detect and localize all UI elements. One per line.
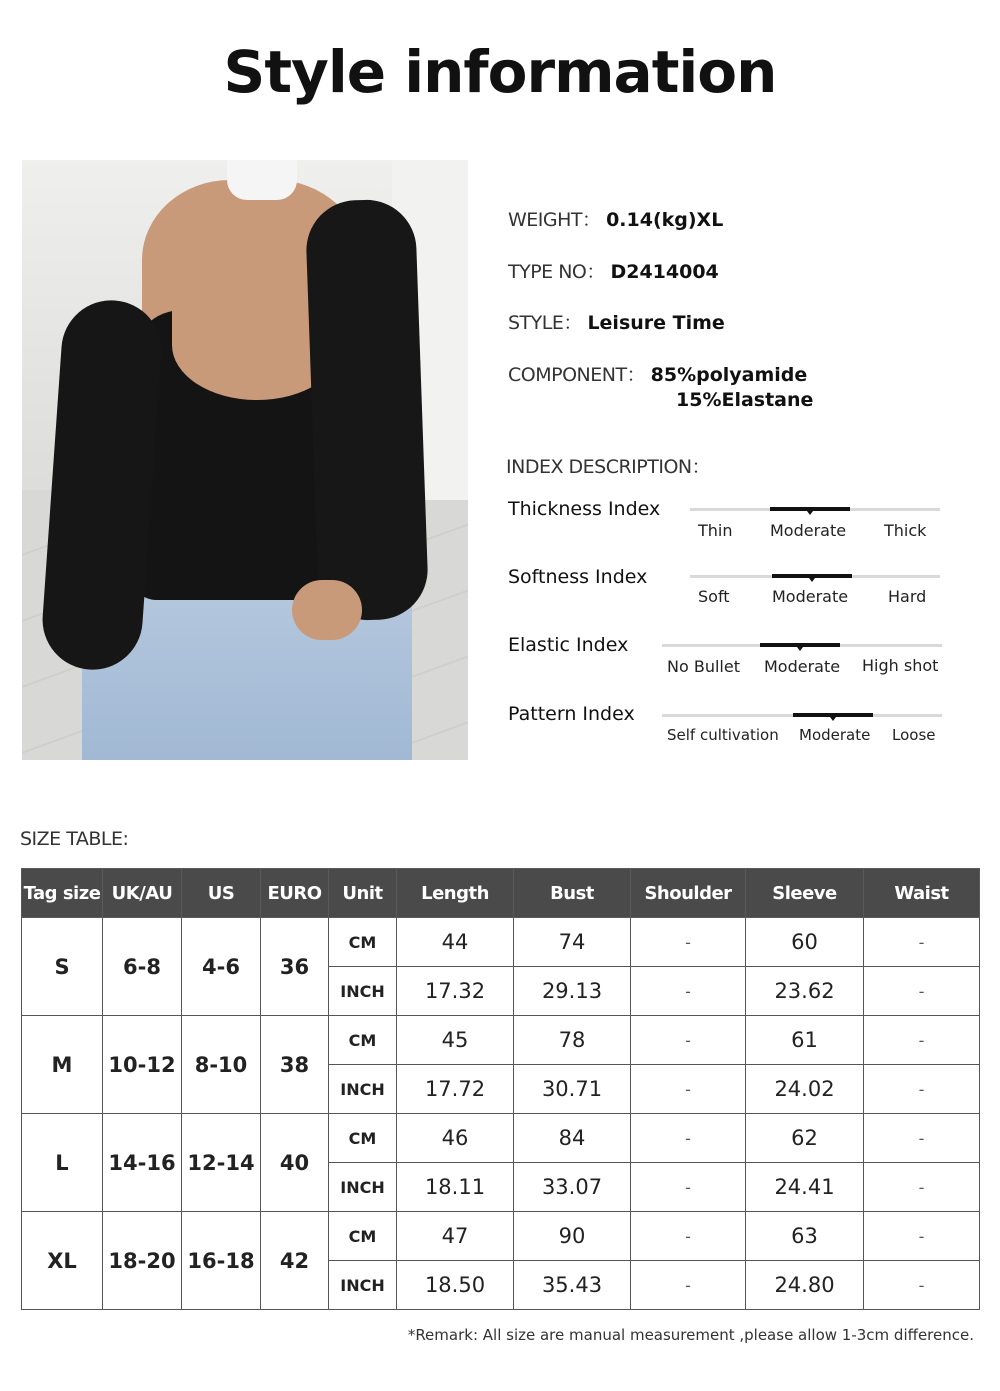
softness-index-label: Softness Index bbox=[508, 566, 648, 588]
table-row bbox=[22, 1212, 980, 1261]
euro-cell: 42 bbox=[261, 1212, 329, 1310]
euro-cell: 40 bbox=[261, 1114, 329, 1212]
header-sleeve: Sleeve bbox=[746, 869, 864, 918]
length-cell: 17.32 bbox=[397, 967, 514, 1016]
component-row bbox=[508, 363, 807, 387]
bust-cell: 30.71 bbox=[514, 1065, 631, 1114]
uk-au-cell: 6-8 bbox=[103, 918, 182, 1016]
shoulder-cell: - bbox=[631, 1114, 746, 1163]
type-no-key: TYPE NO： bbox=[508, 261, 605, 283]
page-title: Style information bbox=[223, 38, 777, 106]
thickness-option-thick: Thick bbox=[884, 521, 927, 540]
unit-cell: CM bbox=[329, 1212, 397, 1261]
header-us: US bbox=[182, 869, 261, 918]
unit-cell: CM bbox=[329, 918, 397, 967]
header-length: Length bbox=[397, 869, 514, 918]
waist-cell: - bbox=[864, 1016, 980, 1065]
elastic-option-moderate: Moderate bbox=[764, 657, 841, 676]
weight-key: WEIGHT： bbox=[508, 209, 601, 231]
length-cell: 47 bbox=[397, 1212, 514, 1261]
type-no-value: D2414004 bbox=[610, 261, 719, 283]
length-cell: 46 bbox=[397, 1114, 514, 1163]
weight-row bbox=[508, 208, 723, 232]
size-table bbox=[21, 868, 980, 1310]
style-value: Leisure Time bbox=[587, 312, 725, 334]
header-tag-size: Tag size bbox=[22, 869, 103, 918]
header-shoulder: Shoulder bbox=[631, 869, 746, 918]
sleeve-cell: 24.80 bbox=[746, 1261, 864, 1310]
shoulder-cell: - bbox=[631, 1016, 746, 1065]
bust-cell: 33.07 bbox=[514, 1163, 631, 1212]
softness-option-moderate: Moderate bbox=[772, 587, 849, 606]
length-cell: 18.50 bbox=[397, 1261, 514, 1310]
header-bust: Bust bbox=[514, 869, 631, 918]
unit-cell: INCH bbox=[329, 1065, 397, 1114]
waist-cell: - bbox=[864, 1261, 980, 1310]
softness-option-hard: Hard bbox=[888, 587, 927, 606]
shoulder-cell: - bbox=[631, 1212, 746, 1261]
shoulder-cell: - bbox=[631, 967, 746, 1016]
header-euro: EURO bbox=[261, 869, 329, 918]
waist-cell: - bbox=[864, 1163, 980, 1212]
elastic-index-label: Elastic Index bbox=[508, 634, 629, 656]
shoulder-cell: - bbox=[631, 1261, 746, 1310]
uk-au-cell: 14-16 bbox=[103, 1114, 182, 1212]
sleeve-cell: 61 bbox=[746, 1016, 864, 1065]
index-description-heading: INDEX DESCRIPTION： bbox=[506, 456, 711, 478]
product-photo bbox=[22, 160, 468, 760]
elastic-option-high-shot: High shot bbox=[862, 656, 939, 675]
unit-cell: INCH bbox=[329, 967, 397, 1016]
unit-cell: INCH bbox=[329, 1261, 397, 1310]
euro-cell: 38 bbox=[261, 1016, 329, 1114]
tag-size-cell: M bbox=[22, 1016, 103, 1114]
component-key: COMPONENT： bbox=[508, 364, 646, 386]
waist-cell: - bbox=[864, 1065, 980, 1114]
table-row bbox=[22, 1016, 980, 1065]
shoulder-cell: - bbox=[631, 1065, 746, 1114]
component-value-2: 15%Elastane bbox=[676, 389, 814, 411]
elastic-option-no-bullet: No Bullet bbox=[667, 657, 740, 676]
style-row bbox=[508, 311, 725, 335]
bust-cell: 90 bbox=[514, 1212, 631, 1261]
pattern-option-self-cultivation: Self cultivation bbox=[667, 726, 779, 744]
sleeve-cell: 62 bbox=[746, 1114, 864, 1163]
us-cell: 16-18 bbox=[182, 1212, 261, 1310]
bust-cell: 84 bbox=[514, 1114, 631, 1163]
uk-au-cell: 10-12 bbox=[103, 1016, 182, 1114]
waist-cell: - bbox=[864, 918, 980, 967]
bust-cell: 74 bbox=[514, 918, 631, 967]
table-row bbox=[22, 1114, 980, 1163]
us-cell: 8-10 bbox=[182, 1016, 261, 1114]
tag-size-cell: L bbox=[22, 1114, 103, 1212]
us-cell: 4-6 bbox=[182, 918, 261, 1016]
sleeve-cell: 63 bbox=[746, 1212, 864, 1261]
pattern-index-label: Pattern Index bbox=[508, 703, 635, 725]
tag-size-cell: XL bbox=[22, 1212, 103, 1310]
euro-cell: 36 bbox=[261, 918, 329, 1016]
uk-au-cell: 18-20 bbox=[103, 1212, 182, 1310]
size-table-header-row bbox=[22, 869, 980, 918]
length-cell: 18.11 bbox=[397, 1163, 514, 1212]
unit-cell: INCH bbox=[329, 1163, 397, 1212]
thickness-option-thin: Thin bbox=[698, 521, 733, 540]
softness-option-soft: Soft bbox=[698, 587, 730, 606]
us-cell: 12-14 bbox=[182, 1114, 261, 1212]
thickness-index-label: Thickness Index bbox=[508, 498, 661, 520]
pattern-option-moderate: Moderate bbox=[799, 726, 871, 744]
table-row bbox=[22, 918, 980, 967]
unit-cell: CM bbox=[329, 1114, 397, 1163]
waist-cell: - bbox=[864, 1114, 980, 1163]
weight-value: 0.14(kg)XL bbox=[606, 209, 724, 231]
bust-cell: 78 bbox=[514, 1016, 631, 1065]
tag-size-cell: S bbox=[22, 918, 103, 1016]
shoulder-cell: - bbox=[631, 918, 746, 967]
waist-cell: - bbox=[864, 1212, 980, 1261]
header-unit: Unit bbox=[329, 869, 397, 918]
header-uk-au: UK/AU bbox=[103, 869, 182, 918]
unit-cell: CM bbox=[329, 1016, 397, 1065]
bust-cell: 35.43 bbox=[514, 1261, 631, 1310]
sleeve-cell: 24.41 bbox=[746, 1163, 864, 1212]
size-table-heading: SIZE TABLE: bbox=[20, 828, 129, 850]
header-waist: Waist bbox=[864, 869, 980, 918]
waist-cell: - bbox=[864, 967, 980, 1016]
component-value-1: 85%polyamide bbox=[650, 364, 808, 386]
bust-cell: 29.13 bbox=[514, 967, 631, 1016]
length-cell: 17.72 bbox=[397, 1065, 514, 1114]
style-key: STYLE： bbox=[508, 312, 582, 334]
type-no-row bbox=[508, 260, 719, 284]
sleeve-cell: 60 bbox=[746, 918, 864, 967]
thickness-option-moderate: Moderate bbox=[770, 521, 847, 540]
shoulder-cell: - bbox=[631, 1163, 746, 1212]
length-cell: 44 bbox=[397, 918, 514, 967]
sleeve-cell: 24.02 bbox=[746, 1065, 864, 1114]
remark-note: *Remark: All size are manual measurement ,please allow 1-3cm difference. bbox=[407, 1326, 974, 1344]
pattern-option-loose: Loose bbox=[892, 726, 936, 744]
sleeve-cell: 23.62 bbox=[746, 967, 864, 1016]
length-cell: 45 bbox=[397, 1016, 514, 1065]
